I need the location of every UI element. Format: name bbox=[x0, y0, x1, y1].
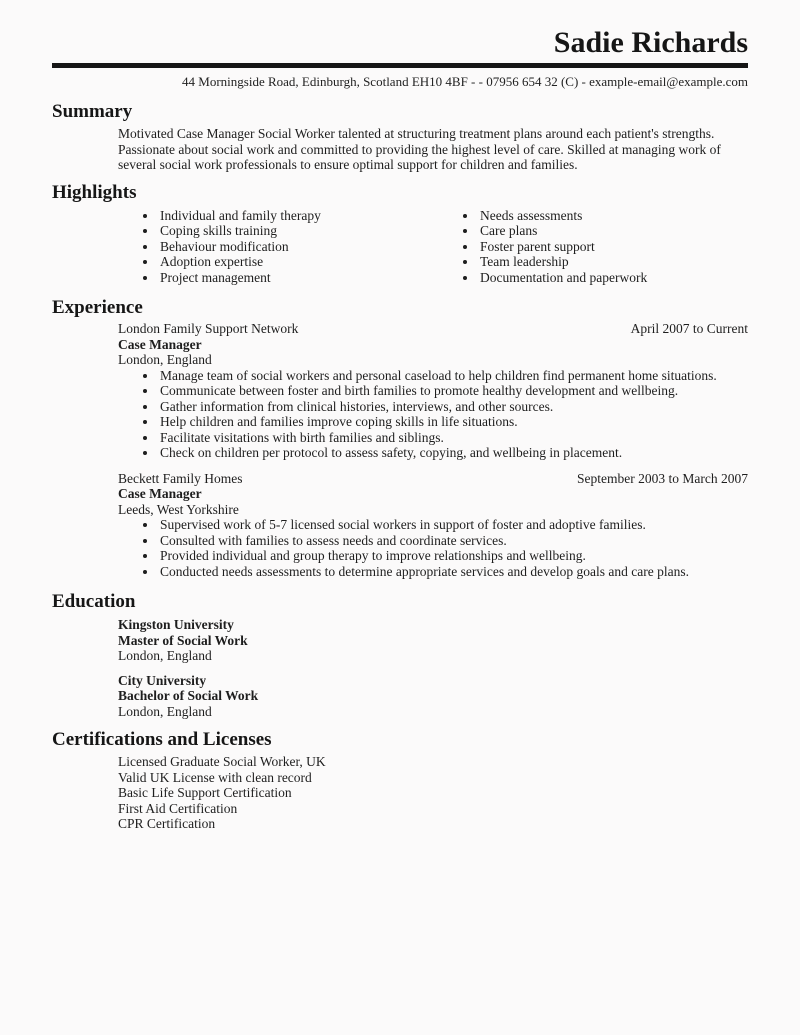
highlight-item: • Foster parent support bbox=[478, 239, 647, 255]
education-entry bbox=[118, 617, 748, 664]
highlight-item: • Behaviour modification bbox=[158, 239, 438, 255]
job-bullet: • Provided individual and group therapy to improve relationships and wellbeing. bbox=[158, 548, 748, 564]
contact-line: 44 Morningside Road, Edinburgh, Scotland EH10 4BF - - 07956 654 32 (C) - example-email@example.com bbox=[182, 74, 748, 89]
highlights-heading: Highlights bbox=[52, 181, 137, 203]
job-company: London Family Support Network bbox=[118, 321, 299, 336]
summary-heading: Summary bbox=[52, 101, 133, 122]
education-school: Kingston University bbox=[118, 617, 234, 632]
job-role: Case Manager bbox=[118, 486, 202, 501]
certification-list bbox=[118, 754, 748, 832]
section-highlights bbox=[52, 182, 748, 286]
job-bullet: • Consulted with families to assess needs and coordinate services. bbox=[158, 533, 748, 549]
job-location: London, England bbox=[118, 352, 212, 367]
resume-header bbox=[52, 26, 748, 89]
job-bullet: • Check on children per protocol to assess safety, copying, and wellbeing in placement. bbox=[158, 445, 748, 461]
job-location: Leeds, West Yorkshire bbox=[118, 501, 239, 517]
certification-item: Valid UK License with clean record bbox=[118, 769, 312, 785]
highlight-item: • Individual and family therapy bbox=[158, 208, 438, 224]
education-location: London, England bbox=[118, 648, 212, 663]
highlight-item: • Team leadership bbox=[478, 254, 647, 270]
job-bullet: • Conducted needs assessments to determine appropriate services and develop goals and care plans. bbox=[158, 564, 748, 580]
job-bullet-list bbox=[118, 368, 748, 461]
job-role: Case Manager bbox=[118, 336, 202, 352]
highlight-item: • Needs assessments bbox=[478, 208, 647, 224]
education-location: London, England bbox=[118, 703, 212, 719]
summary-text: Motivated Case Manager Social Worker talented at structuring treatment plans around each patient's strengths. Passionate about social work and committed to providing the highest level of care. Skilled at managing work of several social work professionals to ensure optimal support for children and families. bbox=[118, 126, 721, 172]
certification-item: Licensed Graduate Social Worker, UK bbox=[118, 754, 326, 769]
highlight-item: • Documentation and paperwork bbox=[478, 270, 647, 286]
experience-heading: Experience bbox=[52, 297, 143, 318]
job-bullet: • Gather information from clinical histories, interviews, and other sources. bbox=[158, 399, 748, 415]
highlight-item: • Adoption expertise bbox=[158, 254, 438, 270]
job-company: Beckett Family Homes bbox=[118, 470, 243, 486]
job-header bbox=[118, 471, 748, 487]
job-bullet: • Supervised work of 5-7 licensed social workers in support of foster and adoptive families. bbox=[158, 517, 748, 533]
education-school: City University bbox=[118, 672, 207, 688]
section-education bbox=[52, 591, 748, 719]
highlights-right-column bbox=[438, 208, 647, 286]
job-bullet: • Manage team of social workers and personal caseload to help children find permanent home situations. bbox=[158, 368, 748, 384]
job-header bbox=[118, 321, 748, 337]
person-name: Sadie Richards bbox=[553, 26, 748, 59]
education-degree: Bachelor of Social Work bbox=[118, 688, 259, 703]
section-certifications bbox=[52, 729, 748, 832]
job-bullet: • Communicate between foster and birth families to promote healthy development and wellbeing. bbox=[158, 383, 748, 399]
highlight-item: • Project management bbox=[158, 270, 438, 286]
job-dates: September 2003 to March 2007 bbox=[577, 470, 748, 486]
certification-item: CPR Certification bbox=[118, 816, 216, 831]
certification-item: Basic Life Support Certification bbox=[118, 785, 292, 800]
highlight-item: • Care plans bbox=[478, 223, 647, 239]
highlights-columns bbox=[118, 208, 748, 286]
highlights-left-column bbox=[118, 208, 438, 286]
certifications-heading: Certifications and Licenses bbox=[52, 729, 272, 750]
education-entry bbox=[118, 673, 748, 720]
section-summary bbox=[52, 101, 748, 173]
education-heading: Education bbox=[52, 591, 136, 612]
job-dates: April 2007 to Current bbox=[630, 321, 748, 336]
job-entry bbox=[118, 321, 748, 461]
job-bullet: • Facilitate visitations with birth families and siblings. bbox=[158, 430, 748, 446]
header-divider bbox=[52, 63, 748, 68]
section-experience bbox=[52, 297, 748, 579]
job-entry bbox=[118, 471, 748, 580]
certification-item: First Aid Certification bbox=[118, 800, 238, 816]
job-bullet-list bbox=[118, 517, 748, 579]
job-bullet: • Help children and families improve coping skills in life situations. bbox=[158, 414, 748, 430]
highlight-item: • Coping skills training bbox=[158, 223, 438, 239]
education-degree: Master of Social Work bbox=[118, 632, 248, 648]
